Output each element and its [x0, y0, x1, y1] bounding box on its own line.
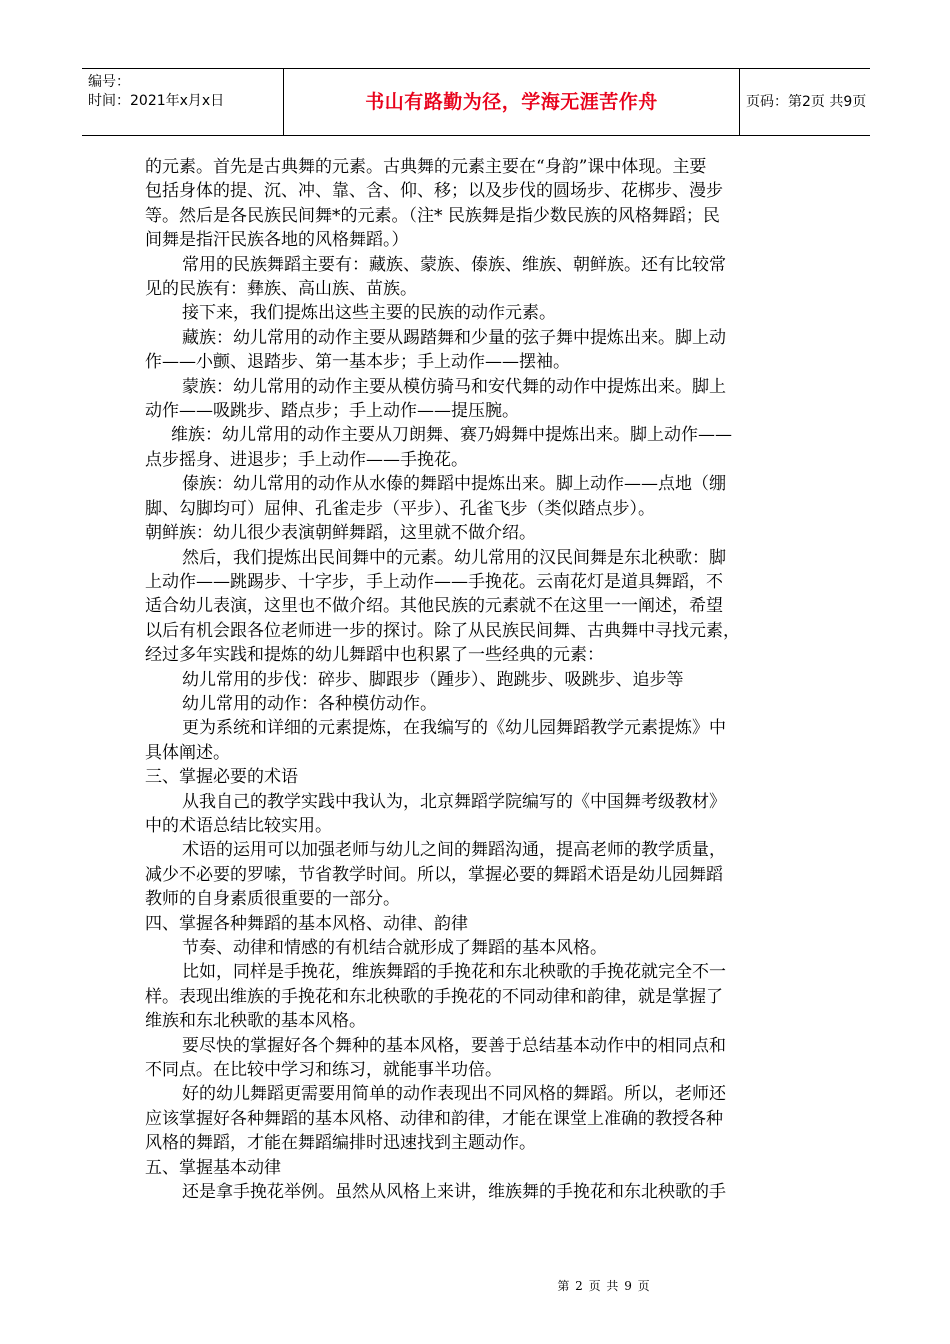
- body-line: 藏族：幼儿常用的动作主要从踢踏舞和少量的弦子舞中提炼出来。脚上动: [182, 327, 726, 348]
- page-header: [82, 68, 870, 136]
- body-line: 以后有机会跟各位老师进一步的探讨。除了从民族民间舞、古典舞中寻找元素，: [145, 620, 740, 641]
- body-line: 见的民族有：彝族、高山族、苗族。: [145, 279, 417, 300]
- body-line: 动作——吸跳步、踏点步；手上动作——提压腕。: [145, 401, 519, 422]
- body-line: 然后，我们提炼出民间舞中的元素。幼儿常用的汉民间舞是东北秧歌：脚: [182, 547, 726, 568]
- body-line: 傣族：幼儿常用的动作从水傣的舞蹈中提炼出来。脚上动作——点地（绷: [182, 474, 726, 495]
- body-line: 上动作——跳踢步、十字步，手上动作——手挽花。云南花灯是道具舞蹈，不: [145, 571, 723, 592]
- body-line: 包括身体的提、沉、冲、靠、含、仰、移；以及步伐的圆场步、花梆步、漫步: [145, 181, 723, 202]
- body-line: 样。表现出维族的手挽花和东北秧歌的手挽花的不同动律和韵律，就是掌握了: [145, 986, 723, 1007]
- body-line: 维族：幼儿常用的动作主要从刀朗舞、赛乃姆舞中提炼出来。脚上动作——: [171, 425, 732, 446]
- body-line: 具体阐述。: [145, 742, 230, 763]
- body-line: 维族和东北秧歌的基本风格。: [145, 1011, 366, 1032]
- header-page-code: 页码：第2页 共9页: [746, 94, 867, 110]
- body-line: 脚、勾脚均可）屈伸、孔雀走步（平步）、孔雀飞步（类似踏点步）。: [145, 498, 655, 519]
- body-line: 接下来，我们提炼出这些主要的民族的动作元素。: [182, 303, 556, 324]
- header-divider: [739, 69, 740, 135]
- body-line: 要尽快的掌握好各个舞种的基本风格，要善于总结基本动作中的相同点和: [182, 1035, 726, 1056]
- body-line: 幼儿常用的动作：各种模仿动作。: [182, 693, 437, 714]
- body-line: 好的幼儿舞蹈更需要用简单的动作表现出不同风格的舞蹈。所以，老师还: [182, 1084, 726, 1105]
- section-heading: 四、掌握各种舞蹈的基本风格、动律、韵律: [145, 913, 468, 934]
- body-line: 从我自己的教学实践中我认为，北京舞蹈学院编写的《中国舞考级教材》: [182, 791, 726, 812]
- body-line: 间舞是指汗民族各地的风格舞蹈。）: [145, 230, 409, 251]
- body-line: 术语的运用可以加强老师与幼儿之间的舞蹈沟通，提高老师的教学质量，: [182, 840, 726, 861]
- body-line: 的元素。首先是古典舞的元素。古典舞的元素主要在“身韵”课中体现。主要: [145, 157, 707, 177]
- document-number-label: 编号：: [88, 74, 130, 90]
- body-line: 应该掌握好各种舞蹈的基本风格、动律和韵律，才能在课堂上准确的教授各种: [145, 1108, 723, 1129]
- body-line: 比如，同样是手挽花，维族舞蹈的手挽花和东北秧歌的手挽花就完全不一: [182, 962, 726, 983]
- body-line: 教师的自身素质很重要的一部分。: [145, 889, 400, 910]
- section-heading: 三、掌握必要的术语: [145, 767, 298, 788]
- body-line: 减少不必要的罗嗦，节省教学时间。所以，掌握必要的舞蹈术语是幼儿园舞蹈: [145, 864, 723, 885]
- body-line: 经过多年实践和提炼的幼儿舞蹈中也积累了一些经典的元素：: [145, 645, 604, 666]
- page-footer: 第 2 页 共 9 页: [557, 1279, 651, 1293]
- body-line: 蒙族：幼儿常用的动作主要从模仿骑马和安代舞的动作中提炼出来。脚上: [182, 376, 726, 397]
- body-line: 节奏、动律和情感的有机结合就形成了舞蹈的基本风格。: [182, 938, 607, 958]
- body-line: 幼儿常用的步伐：碎步、脚跟步（踵步）、跑跳步、吸跳步、追步等: [182, 669, 684, 690]
- body-line: 还是拿手挽花举例。虽然从风格上来讲，维族舞的手挽花和东北秧歌的手: [182, 1182, 726, 1203]
- header-motto: 书山有路勤为径，学海无涯苦作舟: [365, 91, 658, 113]
- document-body: [145, 155, 810, 1204]
- body-line: 等。然后是各民族民间舞*的元素。（注* 民族舞是指少数民族的风格舞蹈；民: [145, 205, 720, 226]
- body-line: 作——小颤、退踏步、第一基本步；手上动作——摆袖。: [145, 352, 570, 373]
- header-meta: [82, 69, 282, 135]
- body-line: 点步摇身、进退步；手上动作——手挽花。: [145, 449, 468, 470]
- body-line: 中的术语总结比较实用。: [145, 815, 332, 836]
- body-line: 风格的舞蹈，才能在舞蹈编排时迅速找到主题动作。: [145, 1133, 536, 1154]
- body-line: 适合幼儿表演，这里也不做介绍。其他民族的元素就不在这里一一阐述，希望: [145, 596, 723, 617]
- body-line: 更为系统和详细的元素提炼，在我编写的《幼儿园舞蹈教学元素提炼》中: [182, 718, 726, 739]
- body-line: 朝鲜族：幼儿很少表演朝鲜舞蹈，这里就不做介绍。: [145, 523, 536, 544]
- document-date: 时间：2021年x月x日: [88, 93, 225, 109]
- body-line: 不同点。在比较中学习和练习，就能事半功倍。: [145, 1060, 502, 1081]
- section-heading: 五、掌握基本动律: [145, 1157, 281, 1178]
- body-line: 常用的民族舞蹈主要有：藏族、蒙族、傣族、维族、朝鲜族。还有比较常: [182, 254, 726, 275]
